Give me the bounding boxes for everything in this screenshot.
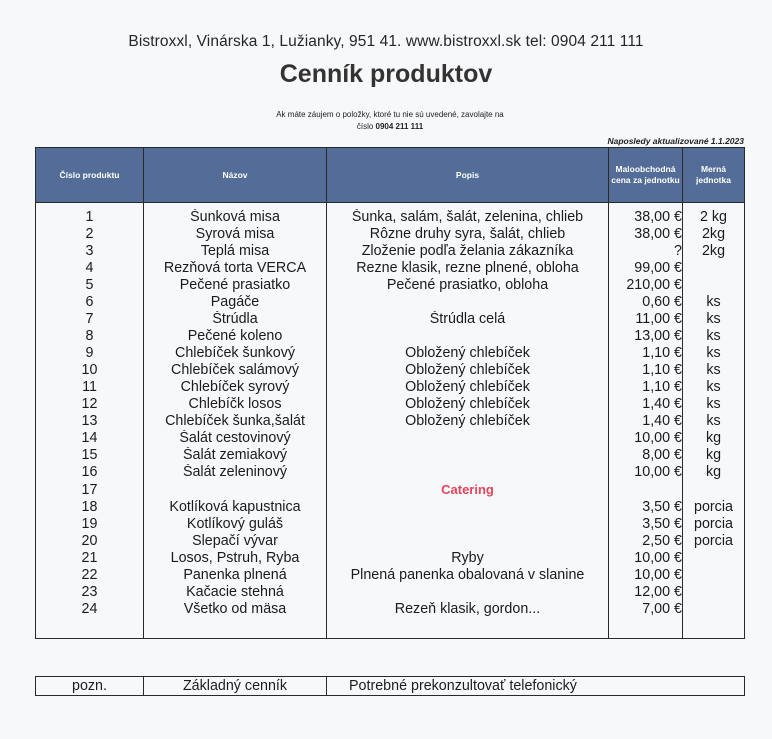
cell-number: 4 (36, 260, 144, 277)
cell-price: 13,00 € (609, 328, 683, 345)
cell-number: 24 (36, 601, 144, 618)
cell-price: 1,10 € (609, 345, 683, 362)
cell-price: 1,10 € (609, 379, 683, 396)
col-header-number: Číslo produktu (36, 148, 144, 203)
cell-description: Rôzne druhy syra, šalát, chlieb (327, 226, 609, 243)
cell-unit (683, 481, 745, 499)
cell-name (144, 481, 327, 499)
cell-description: Šunka, salám, šalát, zelenina, chlieb (327, 209, 609, 226)
table-row (36, 447, 745, 464)
col-header-description: Popis (327, 148, 609, 203)
table-row (36, 464, 745, 481)
cell-name: Teplá misa (144, 243, 327, 260)
cell-description: Rezne klasik, rezne plnené, obloha (327, 260, 609, 277)
table-row (36, 345, 745, 362)
cell-name: Kačacie stehná (144, 584, 327, 601)
note-line-2 (230, 121, 550, 133)
cell-unit (683, 277, 745, 294)
cell-description (327, 447, 609, 464)
cell-name: Pečené koleno (144, 328, 327, 345)
cell-description (327, 584, 609, 601)
cell-price: ? (609, 243, 683, 260)
table-header-row (36, 148, 745, 203)
cell-description: Ryby (327, 550, 609, 567)
cell-description: Obložený chlebíček (327, 345, 609, 362)
cell-unit: kg (683, 464, 745, 481)
contact-note (230, 109, 550, 133)
cell-description (327, 430, 609, 447)
note-phone: 0904 211 111 (375, 122, 424, 131)
cell-number: 16 (36, 464, 144, 481)
cell-name: Šalát cestovinový (144, 430, 327, 447)
table-row (36, 328, 745, 345)
footer-description: Potrebné prekonzultovať telefonický (327, 677, 745, 696)
table-row (36, 226, 745, 243)
cell-description: Zloženie podľa želania zákazníka (327, 243, 609, 260)
cell-unit: ks (683, 345, 745, 362)
cell-number: 6 (36, 294, 144, 311)
cell-name: Šalát zemiakový (144, 447, 327, 464)
table-row (36, 379, 745, 396)
cell-number: 19 (36, 516, 144, 533)
table-row (36, 516, 745, 533)
footer-name: Základný cenník (144, 677, 327, 696)
cell-unit: 2kg (683, 226, 745, 243)
cell-number: 2 (36, 226, 144, 243)
cell-price: 2,50 € (609, 533, 683, 550)
cell-price: 1,40 € (609, 413, 683, 430)
cell-description: Obložený chlebíček (327, 413, 609, 430)
table-row (36, 584, 745, 601)
cell-price (609, 481, 683, 499)
cell-unit: ks (683, 362, 745, 379)
table-row (36, 601, 745, 618)
cell-number: 21 (36, 550, 144, 567)
table-row (36, 550, 745, 567)
table-row (36, 430, 745, 447)
contact-line: Bistroxxl, Vinárska 1, Lužianky, 951 41. www.bistroxxl.sk tel: 0904 211 111 (128, 33, 644, 50)
cell-price: 7,00 € (609, 601, 683, 618)
cell-name: Kotlíková kapustnica (144, 499, 327, 516)
cell-price: 10,00 € (609, 567, 683, 584)
cell-unit (683, 260, 745, 277)
cell-unit: ks (683, 396, 745, 413)
table-row (36, 277, 745, 294)
cell-price: 12,00 € (609, 584, 683, 601)
cell-number: 5 (36, 277, 144, 294)
table-row (36, 499, 745, 516)
cell-description (327, 294, 609, 311)
cell-number: 3 (36, 243, 144, 260)
cell-description: Pečené prasiatko, obloha (327, 277, 609, 294)
cell-name: Losos, Pstruh, Ryba (144, 550, 327, 567)
cell-number: 20 (36, 533, 144, 550)
cell-price: 3,50 € (609, 499, 683, 516)
last-updated: Naposledy aktualizované 1.1.2023 (607, 136, 744, 146)
note-line-1: Ak máte záujem o položky, ktoré tu nie sú uvedené, zavolajte na (276, 110, 504, 119)
cell-description: Obložený chlebíček (327, 362, 609, 379)
cell-number: 15 (36, 447, 144, 464)
cell-number: 13 (36, 413, 144, 430)
cell-name: Slepačí vývar (144, 533, 327, 550)
footer-label: pozn. (36, 677, 144, 696)
table-row (36, 533, 745, 550)
cell-price: 8,00 € (609, 447, 683, 464)
cell-price: 0,60 € (609, 294, 683, 311)
cell-name: Chlebíček salámový (144, 362, 327, 379)
cell-name: Panenka plnená (144, 567, 327, 584)
cell-description (327, 499, 609, 516)
col-header-name: Názov (144, 148, 327, 203)
table-row (36, 413, 745, 430)
cell-description: Štrúdla celá (327, 311, 609, 328)
cell-unit: kg (683, 430, 745, 447)
cell-unit (683, 567, 745, 584)
catering-label: Catering (441, 482, 494, 497)
cell-number: 17 (36, 481, 144, 499)
cell-name: Syrová misa (144, 226, 327, 243)
cell-unit (683, 601, 745, 618)
cell-unit: porcia (683, 533, 745, 550)
note-prefix: číslo (356, 122, 374, 131)
cell-price: 210,00 € (609, 277, 683, 294)
cell-unit: 2 kg (683, 209, 745, 226)
page-title: Cenník produktov (279, 60, 493, 88)
table-row (36, 362, 745, 379)
cell-name: Pagáče (144, 294, 327, 311)
cell-name: Štrúdla (144, 311, 327, 328)
cell-name: Všetko od mäsa (144, 601, 327, 618)
cell-number: 23 (36, 584, 144, 601)
cell-name: Chlebíček syrový (144, 379, 327, 396)
table-row (36, 311, 745, 328)
footer-row (36, 677, 745, 696)
cell-name: Kotlíkový guláš (144, 516, 327, 533)
cell-description (327, 533, 609, 550)
table-body (36, 203, 745, 639)
cell-description: Plnená panenka obalovaná v slanine (327, 567, 609, 584)
cell-description (327, 328, 609, 345)
cell-number: 9 (36, 345, 144, 362)
table-row (36, 396, 745, 413)
cell-unit: porcia (683, 516, 745, 533)
table-row (36, 567, 745, 584)
cell-unit: ks (683, 294, 745, 311)
cell-name: Šalát zeleninový (144, 464, 327, 481)
cell-price: 38,00 € (609, 226, 683, 243)
cell-price: 11,00 € (609, 311, 683, 328)
cell-description: Obložený chlebíček (327, 396, 609, 413)
cell-price: 10,00 € (609, 430, 683, 447)
cell-unit (683, 550, 745, 567)
table-row (36, 243, 745, 260)
cell-name: Chlebíčk losos (144, 396, 327, 413)
cell-unit: ks (683, 311, 745, 328)
cell-price: 3,50 € (609, 516, 683, 533)
cell-number: 10 (36, 362, 144, 379)
cell-price: 38,00 € (609, 209, 683, 226)
col-header-unit: Merná jednotka (683, 148, 745, 203)
cell-unit: kg (683, 447, 745, 464)
table-spacer (36, 618, 745, 639)
cell-description: Obložený chlebíček (327, 379, 609, 396)
cell-description: Rezeň klasik, gordon... (327, 601, 609, 618)
cell-name: Chlebíček šunkový (144, 345, 327, 362)
cell-unit (683, 584, 745, 601)
cell-price: 99,00 € (609, 260, 683, 277)
cell-number: 18 (36, 499, 144, 516)
table-row (36, 260, 745, 277)
cell-price: 1,10 € (609, 362, 683, 379)
cell-number: 7 (36, 311, 144, 328)
table-row (36, 294, 745, 311)
cell-name: Pečené prasiatko (144, 277, 327, 294)
cell-price: 10,00 € (609, 550, 683, 567)
cell-unit: 2kg (683, 243, 745, 260)
cell-number: 11 (36, 379, 144, 396)
cell-name: Chlebíček šunka,šalát (144, 413, 327, 430)
footer-table (35, 676, 745, 696)
cell-price: 1,40 € (609, 396, 683, 413)
cell-name: Šunková misa (144, 209, 327, 226)
cell-description (327, 464, 609, 481)
cell-number: 22 (36, 567, 144, 584)
cell-description (327, 516, 609, 533)
table-row (36, 209, 745, 226)
col-header-price: Maloobchodná cena za jednotku (609, 148, 683, 203)
price-table (35, 147, 745, 639)
cell-unit: porcia (683, 499, 745, 516)
cell-name: Rezňová torta VERCA (144, 260, 327, 277)
cell-number: 14 (36, 430, 144, 447)
table-row (36, 481, 745, 499)
cell-unit: ks (683, 413, 745, 430)
cell-number: 1 (36, 209, 144, 226)
cell-description (327, 481, 609, 499)
cell-unit: ks (683, 328, 745, 345)
cell-price: 10,00 € (609, 464, 683, 481)
cell-number: 12 (36, 396, 144, 413)
cell-number: 8 (36, 328, 144, 345)
cell-unit: ks (683, 379, 745, 396)
